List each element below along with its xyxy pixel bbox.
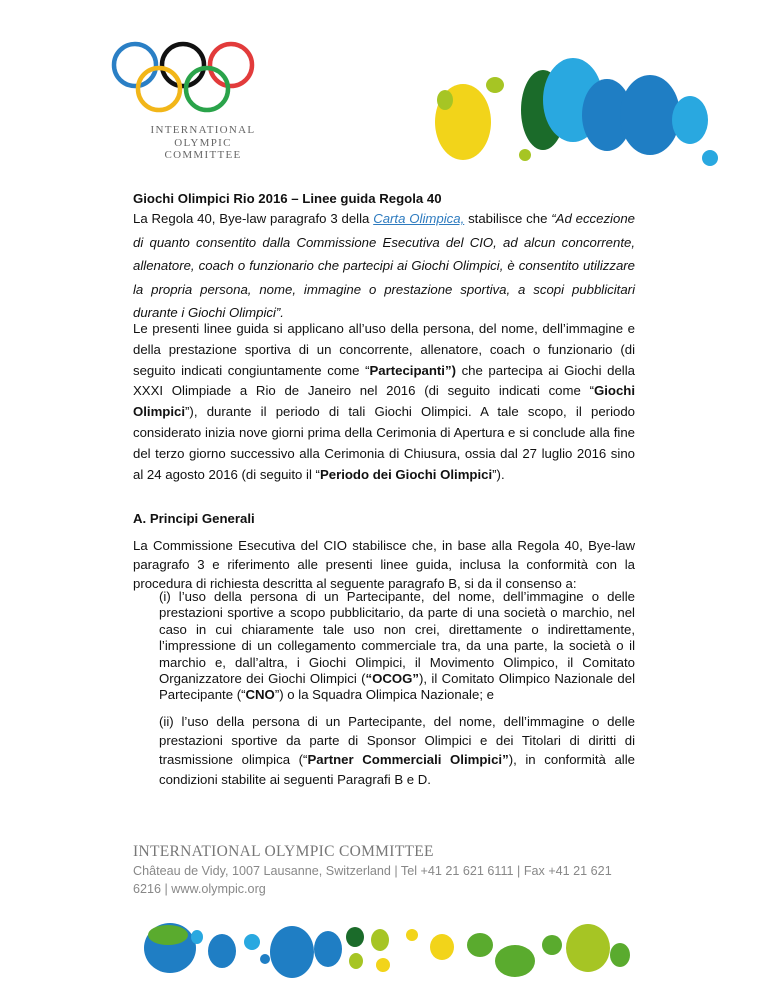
bold-term: Partecipanti”) bbox=[369, 362, 456, 378]
carta-olimpica-link[interactable]: Carta Olimpica, bbox=[373, 211, 465, 226]
document-title: Giochi Olimpici Rio 2016 – Linee guida Regola 40 bbox=[133, 191, 442, 206]
text: ), il Comitato Olimpico Nazionale del Partecipante (“ bbox=[159, 671, 636, 703]
list-item-i bbox=[159, 589, 635, 704]
bold-term: CNO bbox=[245, 687, 275, 703]
logo-line: COMMITTEE bbox=[164, 149, 242, 161]
text: ”), durante il periodo di tali Giochi Olimpici. A tale scopo, il periodo considerato inizia nove giorni prima della Cerimonia di Apertura e si conclude alla fine del terzo giorno successivo alla Cerimonia di Chiusura, ossia dal 27 luglio 2016 sino al 24 agosto 2016 (di seguito il “ bbox=[133, 404, 635, 482]
logo-line: INTERNATIONAL bbox=[150, 124, 256, 136]
decorative-blobs-top bbox=[425, 40, 725, 170]
text: ”). bbox=[492, 466, 505, 482]
text: La Regola 40, Bye-law paragrafo 3 della bbox=[133, 211, 374, 226]
decorative-blobs-bottom bbox=[140, 915, 640, 980]
bold-term: Partner Commerciali Olimpici” bbox=[307, 752, 509, 768]
text: (ii) l’uso della persona di un Partecipante, del nome, dell’immagine o delle prestazioni sportive da parte di Sponsor Olimpici e dei Titolari di diritti di trasmissione olimpica (“ bbox=[159, 714, 635, 768]
paragraph-scope bbox=[133, 319, 635, 485]
text: stabilisce che bbox=[464, 211, 552, 226]
bold-term: “OCOG” bbox=[365, 671, 419, 687]
logo-text bbox=[133, 124, 273, 162]
footer-org-name: INTERNATIONAL OLYMPIC COMMITTEE bbox=[133, 843, 434, 860]
bold-term: Periodo dei Giochi Olimpici bbox=[319, 466, 493, 482]
section-heading: A. Principi Generali bbox=[133, 511, 255, 526]
text: (i) l’uso della persona di un Partecipante, del nome, dell’immagine o delle prestazioni sportive a scopo pubblicitario, da parte di una società o marchio, nel caso in cui chiaramente tale uso non crei, direttamente o indirettamente, l’impressione di un collegamento commerciale tra, da una parte, la società o il marchio e, dall’altra, i Giochi Olimpici, il Movimento Olimpico, il Comitato Organizzatore dei Giochi Olimpici ( bbox=[159, 589, 635, 687]
text: ), in conformità alle condizioni stabilite ai seguenti Paragrafi B e D. bbox=[159, 752, 635, 787]
text: ”) o la Squadra Olimpica Nazionale; e bbox=[274, 687, 494, 703]
logo-line: OLYMPIC bbox=[174, 136, 232, 149]
paragraph-principles: La Commissione Esecutiva del CIO stabilisce che, in base alla Regola 40, Bye-law paragrafo 3 e riferimento alle presenti linee guida, inclusa la conformità con la procedura di richiesta descritta al seguente paragrafo B, si da il consenso a: bbox=[133, 538, 635, 591]
list-item-ii bbox=[159, 712, 635, 789]
text: che partecipa ai Giochi della XXXI Olimpiade a Rio de Janeiro nel 2016 (di seguito indicati come “ bbox=[133, 362, 636, 399]
bold-term: Giochi Olimpici bbox=[133, 383, 635, 420]
paragraph-rule40 bbox=[133, 207, 635, 325]
quote-text: “Ad eccezione di quanto consentito dalla Commissione Esecutiva del CIO, ad alcun concorrente, allenatore, coach o funzionario che partecipi ai Giochi Olimpici, è consentito utilizzare la propria persona, nome, immagine o prestazione sportiva, a scopi pubblicitari durante i Giochi Olimpici”. bbox=[133, 211, 635, 321]
olympic-rings-logo bbox=[108, 38, 258, 120]
footer-address: Château de Vidy, 1007 Lausanne, Switzerland | Tel +41 21 621 6111 | Fax +41 21 621 6216 | www.olympic.org bbox=[133, 864, 612, 896]
text: Le presenti linee guida si applicano all’uso della persona, del nome, dell’immagine e della prestazione sportiva di un concorrente, allenatore, coach o funzionario (di seguito indicati congiuntamente come “ bbox=[133, 321, 635, 378]
